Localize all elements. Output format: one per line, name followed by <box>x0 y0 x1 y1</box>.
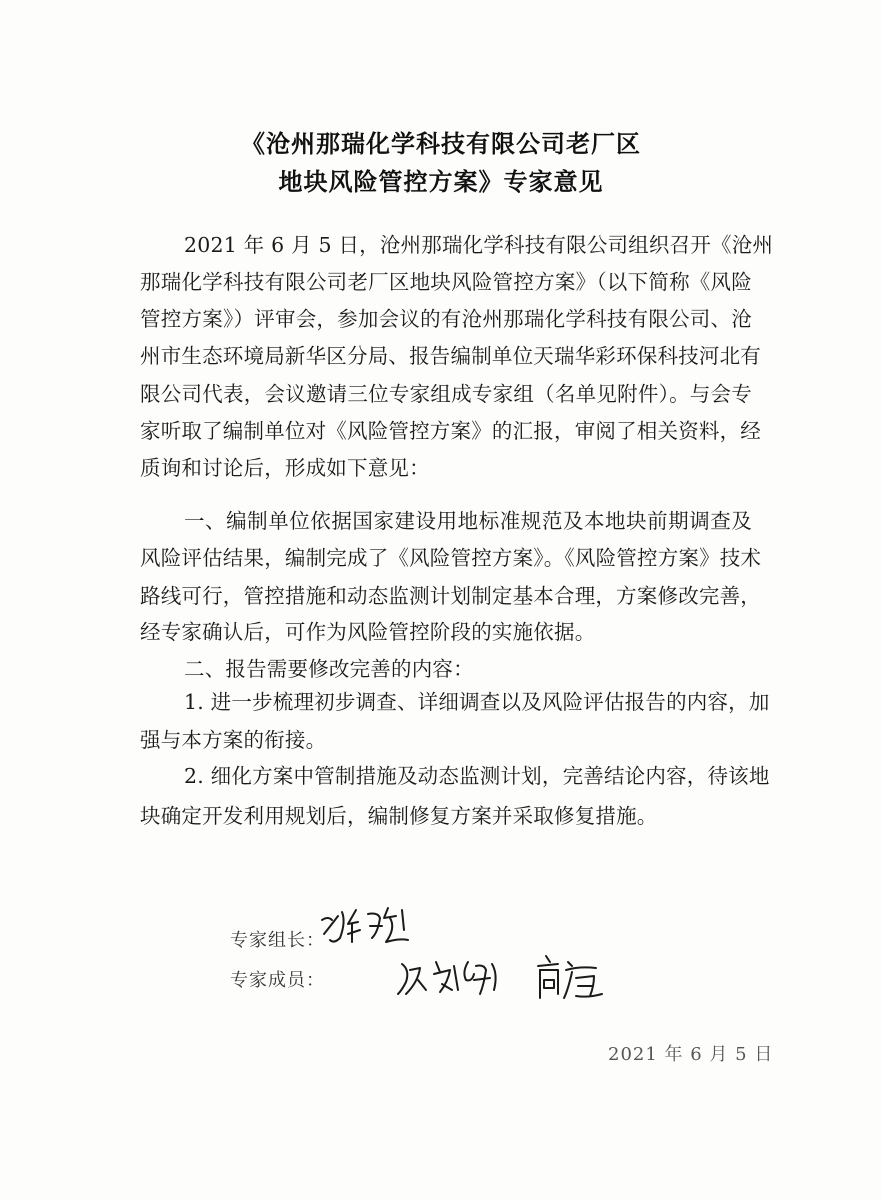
opinion-two-item1-line: 1. 进一步梳理初步调查、详细调查以及风险评估报告的内容，加 <box>184 690 770 714</box>
intro-line: 质询和讨论后，形成如下意见： <box>140 456 430 480</box>
member-signature-2 <box>532 952 612 1004</box>
opinion-one-line: 路线可行，管控措施和动态监测计划制定基本合理，方案修改完善， <box>140 584 761 608</box>
document-date: 2021 年 6 月 5 日 <box>608 1044 774 1065</box>
opinion-one-line: 风险评估结果，编制完成了《风险管控方案》。《风险管控方案》技术 <box>140 546 762 570</box>
expert-leader-label: 专家组长： <box>230 930 325 951</box>
leader-signature <box>318 900 428 950</box>
intro-line: 那瑞化学科技有限公司老厂区地块风险管控方案》（以下简称《风险 <box>140 270 752 294</box>
intro-line: 家听取了编制单位对《风险管控方案》的汇报，审阅了相关资料，经 <box>140 419 761 443</box>
opinion-two-item2-line: 2. 细化方案中管制措施及动态监测计划，完善结论内容，待该地 <box>184 764 770 788</box>
intro-line: 2021 年 6 月 5 日，沧州那瑞化学科技有限公司组织召开《沧州 <box>184 233 774 257</box>
expert-members-label: 专家成员： <box>230 970 325 991</box>
opinion-one-line: 一、编制单位依据国家建设用地标准规范及本地块前期调查及 <box>184 509 752 533</box>
intro-line: 管控方案》）评审会，参加会议的有沧州那瑞化学科技有限公司、沧 <box>140 307 752 331</box>
intro-line: 限公司代表，会议邀请三位专家组成专家组（名单见附件）。与会专 <box>140 382 752 406</box>
title-line-2: 地块风险管控方案》专家意见 <box>278 168 604 196</box>
member-signature-1 <box>396 950 516 1006</box>
intro-line: 州市生态环境局新华区分局、报告编制单位天瑞华彩环保科技河北有 <box>140 344 761 368</box>
opinion-one-line: 经专家确认后，可作为风险管控阶段的实施依据。 <box>140 620 596 644</box>
title-line-1: 《沧州那瑞化学科技有限公司老厂区 <box>241 130 641 158</box>
opinion-two-heading: 二、报告需要修改完善的内容： <box>184 657 474 681</box>
opinion-two-item1-line: 强与本方案的衔接。 <box>140 728 327 752</box>
opinion-two-item2-line: 块确定开发利用规划后，编制修复方案并采取修复措施。 <box>140 804 658 828</box>
